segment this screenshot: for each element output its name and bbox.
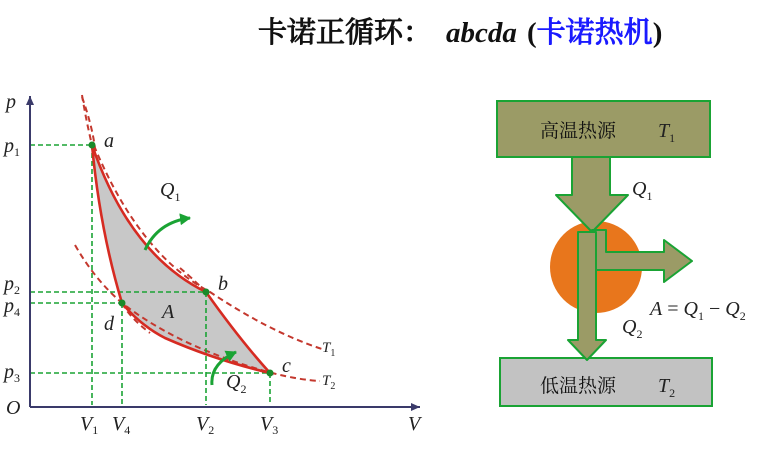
heat-flow-arrow: [556, 157, 628, 232]
isotherm-t1-label: $T_1$: [322, 340, 336, 359]
point-a-dot: [89, 142, 96, 149]
pv-diagram: [2, 91, 423, 437]
heat-out-label: $Q_2$: [226, 371, 247, 396]
work-area-label: A: [162, 301, 175, 323]
title-cycle: abcda: [446, 17, 517, 49]
cold-source-name: 低温热源: [540, 375, 617, 397]
origin-label: O: [6, 397, 21, 419]
isotherm-t2-label: $T_2$: [322, 373, 336, 392]
engine-heat-out-label: $Q_2$: [622, 316, 643, 341]
title-open-paren: (: [527, 17, 537, 49]
title-close-paren: ): [652, 17, 663, 49]
y-tick-p1: $p_1$: [4, 135, 20, 159]
point-a-label: a: [104, 130, 114, 152]
point-b-dot: [203, 289, 210, 296]
heat-in-label: $Q_1$: [160, 179, 181, 204]
y-axis-label: p: [6, 91, 16, 113]
point-c-label: c: [282, 355, 291, 377]
point-b-label: b: [218, 273, 228, 295]
title-prefix: 卡诺正循环：: [258, 15, 433, 49]
point-c-dot: [267, 370, 274, 377]
cold-source-temp: $T_2$: [658, 375, 676, 400]
point-d-dot: [119, 300, 126, 307]
x-tick-v1: $V_1$: [80, 413, 99, 437]
work-equation: $A = Q_1 - Q_2$: [650, 298, 746, 323]
engine-heat-in-label: $Q_1$: [632, 178, 653, 203]
x-tick-v3: $V_3$: [260, 413, 279, 437]
y-tick-p3: $p_3$: [4, 361, 20, 385]
y-tick-p4: $p_4$: [4, 295, 20, 319]
x-tick-v2: $V_2$: [196, 413, 215, 437]
point-d-label: d: [104, 313, 114, 335]
x-axis-label: V: [408, 413, 421, 435]
x-tick-v4: $V_4$: [112, 413, 131, 437]
hot-source-temp: $T_1$: [658, 120, 676, 145]
title-engine-name: 卡诺热机: [536, 15, 653, 49]
engine-diagram: [497, 101, 746, 406]
hot-source-name: 高温热源: [540, 120, 617, 142]
y-tick-p2: $p_2$: [4, 273, 20, 297]
